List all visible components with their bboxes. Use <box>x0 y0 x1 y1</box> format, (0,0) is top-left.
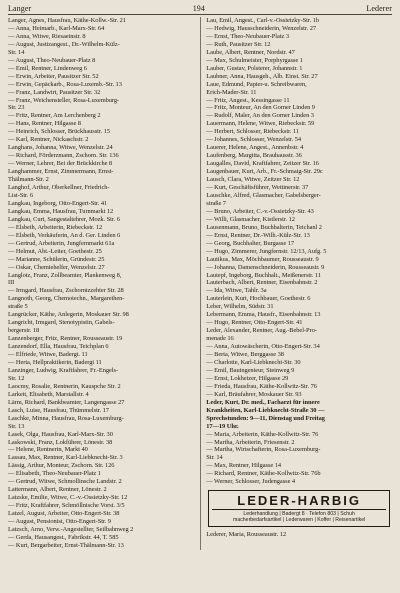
highlight-line-2: Krankheiten, Karl-Liebknecht-Straße 30 — <box>206 406 325 414</box>
directory-entry: Str. 23 <box>8 104 25 112</box>
directory-entry: Lautikus, Max, Möchbaumer, Rousseaustr. 9 <box>206 255 319 263</box>
directory-entry: III <box>8 279 15 287</box>
directory-entry: — Elsbeth, Verkäuferin, An d. Ger. Linden 6 <box>8 231 121 239</box>
directory-entry: Langrücker, Käthe, Anlegerin, Moskauer Str. 98 <box>8 311 129 319</box>
advertisement-title: LEDER-HARBIG <box>237 493 361 509</box>
directory-entry: — August, Theo-Neubauer-Platz 8 <box>8 56 96 64</box>
directory-entry: Langkau, Curt, Sangestaltehrer, Mozk. Str. 6 <box>8 215 120 223</box>
directory-entry: Lautepf, Ingeborg, Buchhalt., Meißenerstr. 11 <box>206 271 321 279</box>
directory-entry: — Oskar, Chemiehelfer, Wenzelstr. 27 <box>8 263 105 271</box>
directory-entry: Leder, Alexander, Rentner, Aug.-Bebel-Pro- <box>206 327 317 335</box>
directory-entry: Laugenbauer, Kurt, Arb., Fr.-Schmaig-Str. 29c <box>206 168 323 176</box>
directory-entry: — Willi, Glasmacher, Kistlerstr. 12 <box>206 215 295 223</box>
directory-entry: straße 5 <box>8 303 28 311</box>
directory-entry: — Helene, Rentnerin, Markt 40 <box>8 446 88 454</box>
directory-entry: Laubner, Anna, Hausgeh., Alb. Einst. Str. 27 <box>206 72 318 80</box>
directory-entry: — Berta, Witwe, Berggasse 38 <box>206 351 284 359</box>
directory-entry: Laugalles, David, Kraftfahrer, Zeitzer Str. 16 <box>206 160 319 168</box>
directory-entry: — Bruno, Arbeiter, C.-v.-Ossietzky-Str. 43 <box>206 207 314 215</box>
directory-entry: Lauermann, Helene, Witwe, Riebeckstr. 59 <box>206 120 315 128</box>
directory-entry: — Frieda, Hausfrau, Käthe-Kollwitz-Str. 76 <box>206 382 317 390</box>
directory-entry: Langkau, Emma, Hausfrau, Turnmarkt 12 <box>8 207 114 215</box>
directory-entry: Langhammer, Ernst, Zimmermann, Ernst- <box>8 168 114 176</box>
directory-entry: Lauterlein, Kurt, Hochbauer, Goethestr. 6 <box>206 295 311 303</box>
directory-entry: Leber, Wilhelm, Südstr. 31 <box>206 303 274 311</box>
directory-entry: — Karl, Rentner, Nickaschstr. 2 <box>8 136 89 144</box>
directory-entry: — Heinrich, Schlosser, Brückhausstr. 15 <box>8 128 110 136</box>
directory-entry: Lasch, Luise, Hausfrau, Thümmelstr. 17 <box>8 406 109 414</box>
directory-entry: — August, Pensionist, Otto-Engert-Str. 9 <box>8 518 111 526</box>
directory-entry: — Hedwig, Hausschneiderin, Wenzelstr. 27 <box>206 24 316 32</box>
advertisement-line-2: macherbedarfsartikel | Lederwaren | Koffer | Reisenartikel <box>233 517 366 524</box>
directory-entry: Thälmann-Str. 2 <box>8 176 49 184</box>
highlight-line-4: 17—19 Uhr. <box>206 422 239 430</box>
directory-entry: — Elsbeth, Arbeiterin, Riebeckstr. 12 <box>8 223 103 231</box>
highlight-line-3: Sprechstunden: 9—11, Dienstag und Freitag <box>206 414 325 422</box>
directory-entry: — Max, Rentner, Hilgasse 14 <box>206 462 281 470</box>
directory-entry: Langhans, Johanna, Witwe, Wenzelstr. 24 <box>8 144 113 152</box>
directory-entry: — Gerda, Hausangest., Fabrikstr. 44, T. 585 <box>8 533 119 541</box>
header-right-keyword: Lederer <box>366 4 392 13</box>
directory-entry: — Elisabeth, Theo-Neubauer-Platz 1 <box>8 470 101 478</box>
directory-entry: Lauschke, Alfred, Glasmacher, Gabelsberger- <box>206 191 321 199</box>
directory-entry: — Ruth, Pausitzer Str. 12 <box>206 40 271 48</box>
directory-entry: Lauterbach, Albert, Rentner, Eisenbahnstr. 2 <box>206 279 318 287</box>
directory-entry: — Fritz, Angest., Kessingasse 11 <box>206 96 290 104</box>
directory-entry: bergerstr. 18 <box>8 327 40 335</box>
directory-entry: Lau, Emil, Angest., Carl-v.-Ossietzky-Str. 1b <box>206 17 319 24</box>
directory-entry: Lattermann, Albert, Rentner, Lönestr. 2 <box>8 486 107 494</box>
right-column-entries-after <box>206 431 392 487</box>
highlight-line-1: Leder, Kurt, Dr. med., Facharzt für innere <box>206 398 320 406</box>
directory-entry: — Kurt, Geschäftsführer, Wettinerstr. 37 <box>206 184 309 192</box>
directory-entry: — Elfriede, Witwe, Badergt. 11 <box>8 351 88 359</box>
column-divider <box>200 17 201 550</box>
directory-entry: — Werner, Lehrer, Bei der Brückkirche 8 <box>8 160 113 168</box>
directory-entry: List-Str. 6 <box>8 191 34 199</box>
directory-entry: — Johanna, Damenschneiderin, Rousseaustr. 9 <box>206 263 325 271</box>
directory-entry: Laocmy, Rosalie, Rentnerin, Kauspche Str. 2 <box>8 382 121 390</box>
directory-entry: — Maria, Arbeiterin, Käthe-Kollwitz-Str. 76 <box>206 430 319 438</box>
directory-entry: — Herbert, Schlosser, Riebeckstr. 11 <box>206 128 299 136</box>
directory-entry: — Max, Schulmeister, Porphyrgasse 1 <box>206 56 303 64</box>
directory-entry: — Ernst, Lokheizer, Hilgasse 29 <box>206 374 289 382</box>
left-column <box>8 17 194 550</box>
directory-entry: — Martha, Wirtschafterin, Rosa-Luxemburg- <box>206 446 321 454</box>
directory-entry: Laufenberg, Margitta, Brauhausstr. 36 <box>206 152 302 160</box>
directory-entry: — Herta, Hellpraktikerin, Badergt 11 <box>8 358 102 366</box>
directory-columns <box>8 17 392 550</box>
directory-entry: Latzske, Emilie, Witwe, C.-v.-Ossietzky-Str. 12 <box>8 494 128 502</box>
directory-entry: — Marianne, Schülerin, Gründestr. 25 <box>8 255 105 263</box>
directory-entry: Lanzinger, Ludwig, Kraftfahrer, Fr.-Engels- <box>8 366 119 374</box>
directory-entry: — Ernst, Rentner, Dr.-Wilh.-Külz-Str. 13 <box>206 231 310 239</box>
directory-entry: Lanzendorf, Ella, Hausfrau, Teichplan 6 <box>8 343 109 351</box>
directory-entry: Langnoth, Georg, Chemotechn., Margarethen- <box>8 295 125 303</box>
directory-entry: Langer, Agnes, Hausfrau, Käthe-Kollw.-Str. 21 <box>8 17 126 24</box>
directory-entry: Langlotz, Franz, Zollbeamter, Plankenweg 8, <box>8 271 122 279</box>
right-column-entries <box>206 17 392 399</box>
directory-entry: Langricht, Irmgard, Stenotypistin, Gabels- <box>8 319 115 327</box>
directory-entry: — Fritz, Rentner, Am Lerchenberg 2 <box>8 112 101 120</box>
advertisement-line-1: Lederhandlung | Badergt 8 · Telefon 803 | Schuh <box>243 511 355 518</box>
directory-entry: — Kurt, Bergarbeiter, Ernst-Thälmann-Str. 13 <box>8 541 124 549</box>
directory-entry: Str. 13 <box>8 422 25 430</box>
directory-entry: — Anna, Autowäscherin, Otto-Engert-Str. 34 <box>206 343 320 351</box>
directory-entry: Larkeit, Elisabeth, Marstallstr. 4 <box>8 390 89 398</box>
directory-entry: — Karl, Bräufahrer, Moskauer Str. 93 <box>206 390 302 398</box>
directory-entry: — Hugo, Zimmerer, Jungfernstr. 12/13, Aufg. 5 <box>206 247 327 255</box>
directory-entry: menade 16 <box>206 335 234 343</box>
right-column <box>206 17 392 550</box>
directory-entry: — Fritz, Monteur, An den Gorner Linden 9 <box>206 104 315 112</box>
directory-entry: Str. 14 <box>206 454 223 462</box>
directory-entry: Laue, Edmund, Papier-u. Schreibwaren, <box>206 80 307 88</box>
page-header <box>8 4 392 15</box>
directory-entry: — Ida, Witwe, Tahlr. 3a <box>206 287 267 295</box>
directory-entry: — Erwin, Arbeiter, Pausitzer Str. 52 <box>8 72 99 80</box>
directory-entry: Lassau, Max, Rentner, Karl-Liebknecht-Str. 3 <box>8 454 123 462</box>
directory-entry: — Gertrud, Arbeiterin, Jungfernmarkt 61a <box>8 239 115 247</box>
directory-entry: Lärm, Richard, Bankbeamter, Langengasse 27 <box>8 398 125 406</box>
directory-entry: Str. 14 <box>8 48 25 56</box>
directory-entry: Laskowski, Franz, Lokführer, Lönestr. 38 <box>8 438 113 446</box>
directory-entry: — Franz, Landwirt, Pausitzer Str. 32 <box>8 88 101 96</box>
directory-entry: Langhof, Arthur, Oberkellner, Friedrich- <box>8 184 110 192</box>
directory-entry: Langkau, Ingeborg, Otto-Engert-Str. 41 <box>8 199 108 207</box>
advertisement-box <box>208 490 390 527</box>
directory-entry: — Erwin, Gepäckarb., Rosa-Luxemb.-Str. 13 <box>8 80 122 88</box>
directory-entry: — Emil, Rentner, Lindenweg 6 <box>8 64 87 72</box>
directory-entry: — Irmgard, Hausfrau, Zschorntzzehter Str. 28 <box>8 287 124 295</box>
directory-entry: — Franz, Weichensteller, Rosa-Luxemburg- <box>8 96 120 104</box>
directory-entry: Erich-Mader-Str. 11 <box>206 88 257 96</box>
directory-entry: — Emil, Bauingenieur, Steinweg 9 <box>206 366 295 374</box>
directory-entry: — Richard, Förderzmann, Zschorn. Str. 136 <box>8 152 119 160</box>
directory-entry: — Rudolf, Maler, An den Gorner Linden 3 <box>206 112 314 120</box>
directory-entry: Lausch, Clara, Witwe, Zeitzer Str. 12 <box>206 176 300 184</box>
directory-entry: Lebermann, Emma, Hausfr., Eisenbahnstr. 13 <box>206 311 321 319</box>
directory-entry: — Helmut, Abt.-Leiter, Goethestr. 25 <box>8 247 102 255</box>
directory-entry: — August, Justizangest., Dr.-Wilhelm-Külz- <box>8 40 120 48</box>
directory-entry: Laschke, Minna, Hausfrau, Rosa-Luxemburg- <box>8 414 124 422</box>
directory-entry: straße 7 <box>206 199 226 207</box>
directory-entry: — Hugo, Rentner, Otto-Engert-Str. 41 <box>206 319 303 327</box>
directory-entry: — Charlotte, Karl-Liebknecht-Str. 30 <box>206 358 301 366</box>
directory-entry: Lässig, Arthur, Monteur, Zschorn. Str. 126 <box>8 462 115 470</box>
advertisement-rule <box>212 509 386 510</box>
directory-entry: Lauerer, Helene, Angest., Annenbstr. 4 <box>206 144 304 152</box>
directory-entry: Str. 12 <box>8 374 25 382</box>
header-left-keyword: Langer <box>8 4 32 13</box>
directory-entry: — Anna, Heimarb., Karl-Marx-Str. 64 <box>8 24 105 32</box>
directory-entry: Laube, Albert, Rentner, Nordstr. 47 <box>206 48 295 56</box>
directory-entry: Latzsch, Arno, Verw.-Angestellter, Seilbahnweg 2 <box>8 526 134 533</box>
directory-entry: — Gertrud, Witwe, Schmollinsche Landstr. 2 <box>8 478 122 486</box>
directory-entry: Lanzenberger, Fritz, Rentner, Rousseaustr. 19 <box>8 335 123 343</box>
directory-entry: Lausenmann, Bruno, Buchhalterin, Teichanl 2 <box>206 223 322 231</box>
directory-entry: — Fritz, Kraftfahrer, Schmöllnische Vorst. 3/5 <box>8 502 125 510</box>
page-number: 194 <box>192 4 205 13</box>
directory-entry: Lauber, Gustav, Polsterer, Johannstr. 1 <box>206 64 303 72</box>
directory-entry: — Anna, Witwe, Riesaeinstr. 8 <box>8 32 86 40</box>
directory-entry: — Werner, Schlosser, Judengasse 4 <box>206 478 296 486</box>
directory-entry: — Johannes, Schlosser, Wenzelstr. 54 <box>206 136 302 144</box>
footer-entry: Lederer, Maria, Rousseaustr. 12 <box>206 530 287 538</box>
directory-entry: — Martha, Arbeiterin, Friesenstr. 2 <box>206 438 295 446</box>
directory-entry: — Georg, Buchhalter, Burgasse 17 <box>206 239 294 247</box>
directory-entry: Latzel, August, Arbeiter, Otto-Engert-Str. 38 <box>8 510 120 518</box>
directory-entry: — Richard, Rentner, Käthe-Kollwitz-Str. 76b <box>206 470 321 478</box>
directory-entry: — Ernst, Theo-Neubauer-Platz 3 <box>206 32 290 40</box>
directory-entry: Lasek, Olga, Hausfrau, Karl-Marx-Str. 30 <box>8 430 113 438</box>
directory-entry: — Hans, Rentner, Hilgasse 8 <box>8 120 81 128</box>
